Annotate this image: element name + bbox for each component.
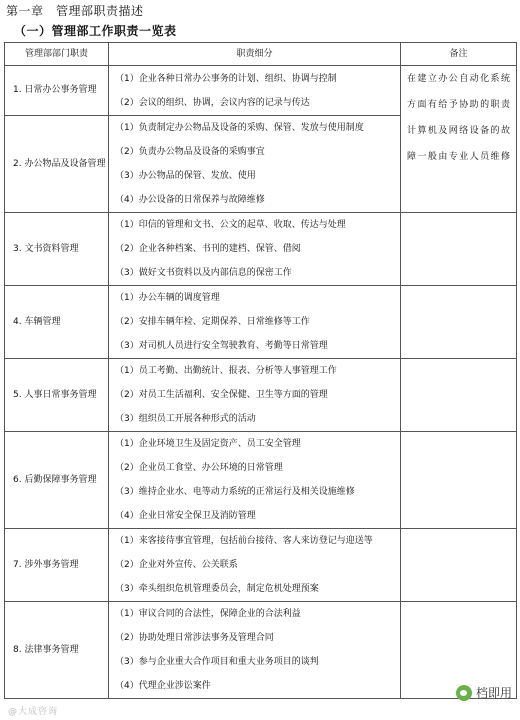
table-header-row — [5, 43, 517, 66]
dept-cell: 1. 日常办公事务管理 — [5, 66, 109, 116]
dept-cell: 3. 文书资料管理 — [5, 213, 109, 286]
duty-item: （1）来客接待事宜管理，包括前台接待、客人来访登记与迎送等 — [115, 536, 373, 546]
remark-line: 计算机及网络设备的故 — [407, 126, 510, 136]
duty-item: （1）办公车辆的调度管理 — [115, 293, 220, 303]
duty-item: （1）企业环境卫生及固定资产、员工安全管理 — [115, 439, 301, 449]
watermark-left: @大成咨询 — [8, 707, 59, 717]
duty-item: （3）参与企业重大合作项目和重大业务项目的谈判 — [115, 657, 319, 667]
duties-cell — [109, 432, 401, 529]
duty-item: （2）协助处理日常涉法事务及管理合同 — [115, 633, 274, 643]
table-row — [5, 359, 517, 432]
duty-item: （2）安排车辆年检、定期保养、日常维修等工作 — [115, 317, 310, 327]
duty-item: （2）企业员工食堂、办公环境的日常管理 — [115, 463, 283, 473]
watermark-right-text: 档即用 — [475, 686, 512, 700]
duty-item: （3）对司机人员进行安全驾驶教育、考勤等日常管理 — [115, 341, 328, 351]
dept-cell: 8. 法律事务管理 — [5, 602, 109, 699]
duty-item: （1）企业各种日常办公事务的计划、组织、协调与控制 — [115, 73, 337, 84]
duty-item: （1）审议合同的合法性，保障企业的合法利益 — [115, 609, 301, 619]
duty-item: （4）企业日常安全保卫及消防管理 — [115, 511, 256, 521]
duties-cell — [109, 602, 401, 699]
duty-item: （3）维持企业水、电等动力系统的正常运行及相关设施维修 — [115, 487, 355, 497]
table-row — [5, 432, 517, 529]
duties-cell — [109, 529, 401, 602]
duty-item: （1）负责制定办公物品及设备的采购、保管、发放与使用制度 — [115, 123, 364, 133]
table-row — [5, 213, 517, 286]
duties-cell — [109, 213, 401, 286]
duties-cell — [109, 66, 401, 116]
duty-item: （4）办公设备的日常保养与故障维修 — [115, 195, 265, 205]
duties-cell — [109, 359, 401, 432]
remark-cell-empty — [401, 359, 517, 432]
wechat-icon — [456, 685, 472, 701]
duties-table — [4, 42, 517, 699]
duty-item: （3）牵头组织危机管理委员会，制定危机处理预案 — [115, 584, 319, 594]
dept-cell: 4. 车辆管理 — [5, 286, 109, 359]
table-row — [5, 602, 517, 699]
duties-cell — [109, 116, 401, 213]
remark-line: 障一般由专业人员维修 — [407, 152, 510, 162]
duty-item: （2）企业对外宣传、公关联系 — [115, 560, 238, 570]
duty-item: （2）会议的组织、协调，会议内容的记录与传达 — [115, 97, 310, 108]
dept-cell: 5. 人事日常事务管理 — [5, 359, 109, 432]
remark-cell — [401, 66, 517, 213]
duty-item: （3）组织员工开展各种形式的活动 — [115, 414, 256, 424]
watermark-right — [456, 684, 512, 701]
duty-item: （2）企业各种档案、书刊的建档、保管、借阅 — [115, 244, 301, 254]
table-row — [5, 66, 517, 116]
duty-item: （4）代理企业涉讼案件 — [115, 681, 211, 691]
section-title: （一）管理部工作职责一览表 — [14, 24, 177, 38]
remark-cell-empty — [401, 529, 517, 602]
dept-cell: 7. 涉外事务管理 — [5, 529, 109, 602]
table-row — [5, 529, 517, 602]
duty-item: （1）员工考勤、出勤统计、报表、分析等人事管理工作 — [115, 366, 337, 376]
duty-item: （1）印信的管理和文书、公文的起草、收取、传达与处理 — [115, 220, 346, 230]
dept-cell: 6. 后勤保障事务管理 — [5, 432, 109, 529]
remark-line: 方面有给予协助的职责 — [407, 100, 510, 110]
remark-line: 在建立办公自动化系统 — [407, 74, 510, 84]
remark-cell-empty — [401, 213, 517, 286]
table-row — [5, 286, 517, 359]
duty-item: （3）做好文书资料以及内部信息的保密工作 — [115, 268, 292, 278]
dept-cell: 2. 办公物品及设备管理 — [5, 116, 109, 213]
chapter-title: 第一章 管理部职责描述 — [6, 4, 144, 18]
header-remark: 备注 — [401, 43, 517, 66]
duties-cell — [109, 286, 401, 359]
duty-item: （3）办公物品的保管、发放、使用 — [115, 171, 256, 181]
header-dept: 管理部部门职责 — [5, 43, 109, 66]
remark-cell-empty — [401, 286, 517, 359]
duty-item: （2）负责办公物品及设备的采购事宜 — [115, 147, 265, 157]
header-duties: 职责细分 — [109, 43, 401, 66]
duty-item: （2）对员工生活福利、安全保健、卫生等方面的管理 — [115, 390, 328, 400]
remark-cell-empty — [401, 432, 517, 529]
